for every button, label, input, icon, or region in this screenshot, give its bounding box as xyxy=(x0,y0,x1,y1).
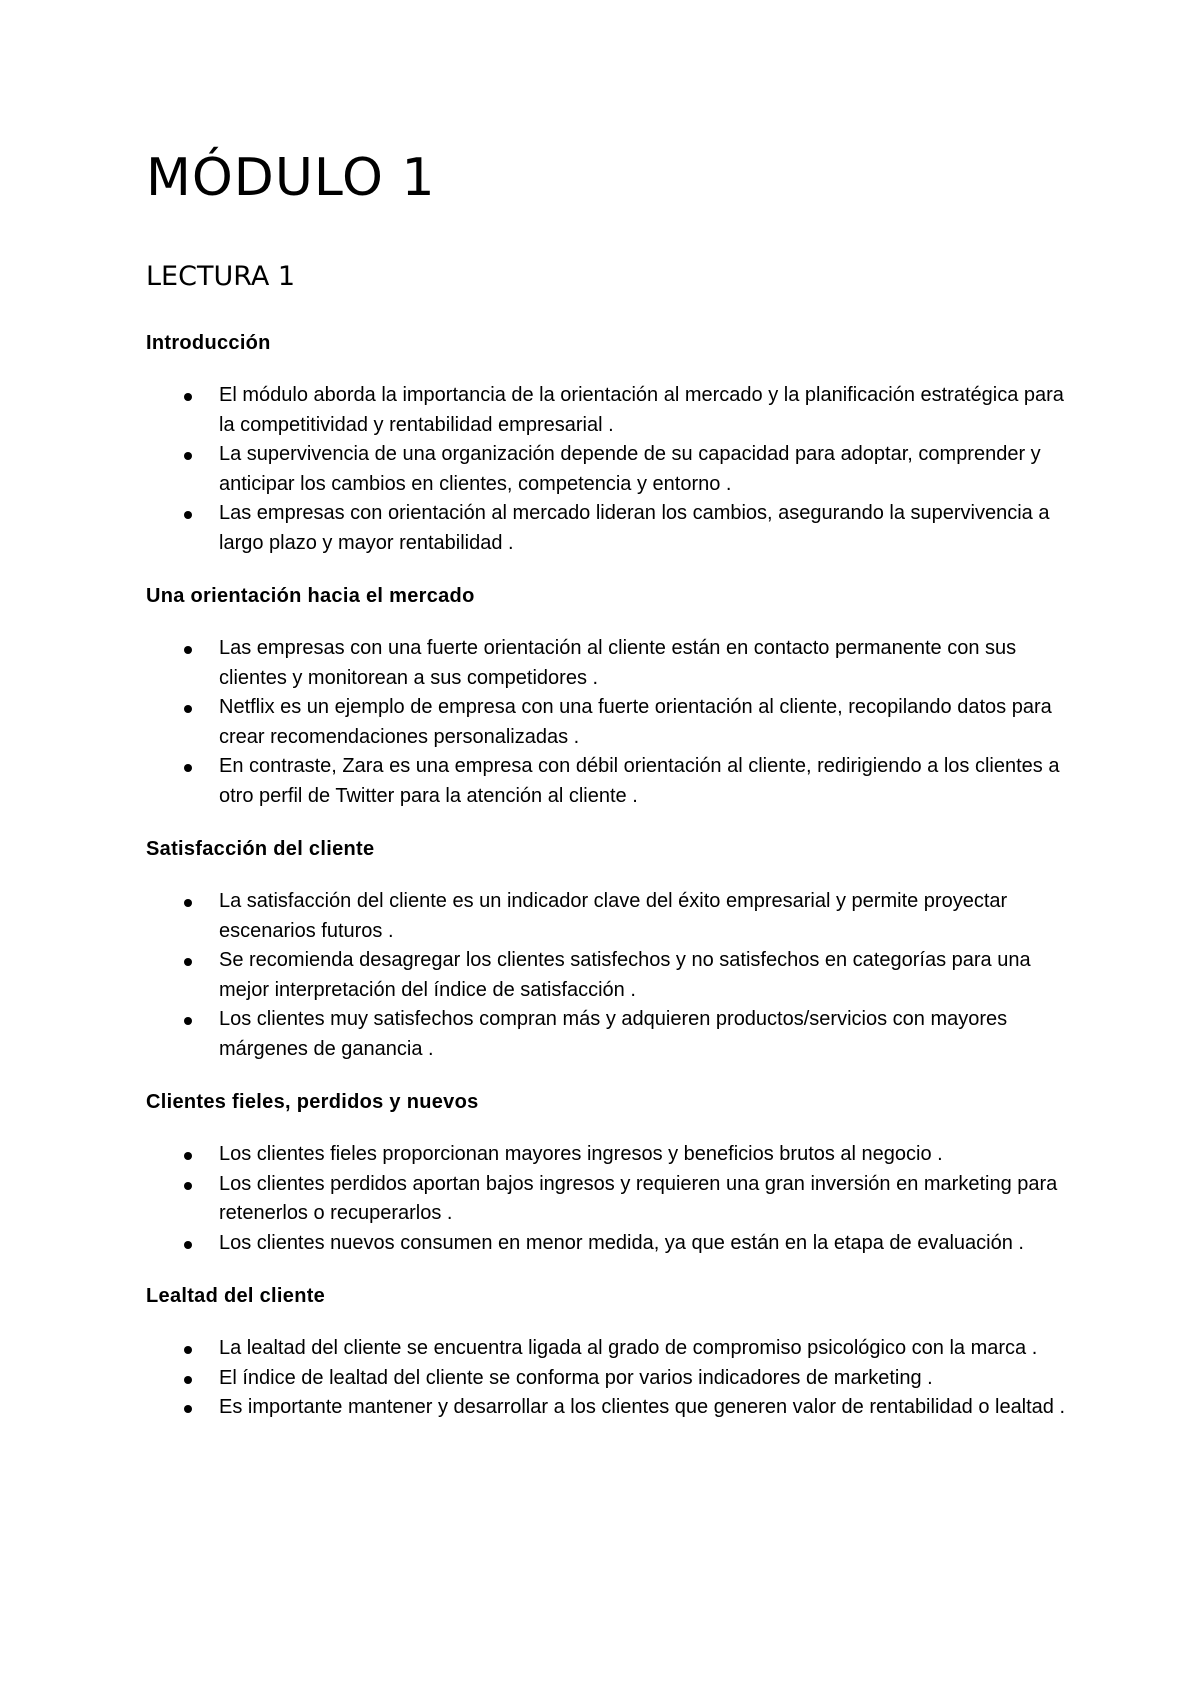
list-item xyxy=(146,752,1076,811)
list-item xyxy=(146,1229,1076,1259)
bullet-icon xyxy=(184,511,192,519)
list-item xyxy=(146,946,1076,1005)
section-introduccion xyxy=(146,330,1076,558)
list-item xyxy=(146,440,1076,499)
list-item xyxy=(146,1334,1076,1364)
section-heading: Clientes fieles, perdidos y nuevos xyxy=(146,1091,479,1113)
bullet-icon xyxy=(184,646,192,654)
bullet-list xyxy=(146,1334,1076,1423)
bullet-icon xyxy=(184,1346,192,1354)
list-item xyxy=(146,693,1076,752)
list-item xyxy=(146,887,1076,946)
bullet-icon xyxy=(184,1405,192,1413)
list-item-text: Netflix es un ejemplo de empresa con una fuerte orientación al cliente, recopilando datos para crear recomendaciones personalizadas . xyxy=(219,696,1052,748)
bullet-list xyxy=(146,381,1076,558)
list-item-text: Las empresas con una fuerte orientación al cliente están en contacto permanente con sus clientes y monitorean a sus competidores . xyxy=(219,637,1017,689)
bullet-icon xyxy=(184,1182,192,1190)
document-title: MÓDULO 1 xyxy=(146,148,436,208)
bullet-icon xyxy=(184,1241,192,1249)
list-item xyxy=(146,1140,1076,1170)
list-item-text: Los clientes fieles proporcionan mayores ingresos y beneficios brutos al negocio . xyxy=(219,1143,943,1165)
list-item xyxy=(146,1170,1076,1229)
list-item xyxy=(146,1005,1076,1064)
list-item-text: Los clientes nuevos consumen en menor medida, ya que están en la etapa de evaluación . xyxy=(219,1231,1024,1254)
list-item xyxy=(146,381,1076,440)
list-item-text: La satisfacción del cliente es un indicador clave del éxito empresarial y permite proyectar escenarios futuros . xyxy=(219,890,1008,942)
list-item-text: Se recomienda desagregar los clientes satisfechos y no satisfechos en categorías para una mejor interpretación del índice de satisfacción . xyxy=(219,949,1031,1001)
list-item-text: Las empresas con orientación al mercado lideran los cambios, asegurando la supervivencia a largo plazo y mayor rentabilidad . xyxy=(219,502,1050,554)
bullet-icon xyxy=(184,1376,192,1384)
list-item xyxy=(146,499,1076,558)
bullet-icon xyxy=(184,1017,192,1025)
section-heading: Lealtad del cliente xyxy=(146,1285,326,1307)
bullet-icon xyxy=(184,705,192,713)
list-item-text: El módulo aborda la importancia de la orientación al mercado y la planificación estratégica para la competitividad y rentabilidad empresarial . xyxy=(219,384,1064,436)
bullet-icon xyxy=(184,764,192,772)
section-satisfaccion-cliente xyxy=(146,836,1076,1064)
list-item xyxy=(146,1364,1076,1394)
list-item-text: En contraste, Zara es una empresa con débil orientación al cliente, redirigiendo a los clientes a otro perfil de Twitter para la atención al cliente . xyxy=(219,755,1060,807)
section-heading: Introducción xyxy=(146,332,271,354)
bullet-list xyxy=(146,887,1076,1064)
list-item-text: Los clientes perdidos aportan bajos ingresos y requieren una gran inversión en marketing para retenerlos o recuperarlos . xyxy=(219,1172,1058,1224)
bullet-icon xyxy=(184,1152,192,1160)
bullet-list xyxy=(146,1140,1076,1258)
list-item xyxy=(146,634,1076,693)
bullet-icon xyxy=(184,452,192,460)
bullet-icon xyxy=(184,393,192,401)
bullet-list xyxy=(146,634,1076,811)
list-item-text: La supervivencia de una organización depende de su capacidad para adoptar, comprender y anticipar los cambios en clientes, competencia y entorno . xyxy=(219,443,1041,495)
section-heading: Una orientación hacia el mercado xyxy=(146,585,475,607)
section-clientes-fieles xyxy=(146,1089,1076,1258)
section-lealtad-cliente xyxy=(146,1283,1076,1423)
list-item-text: Es importante mantener y desarrollar a los clientes que generen valor de rentabilidad o lealtad . xyxy=(219,1396,1066,1418)
list-item-text: Los clientes muy satisfechos compran más y adquieren productos/servicios con mayores márgenes de ganancia . xyxy=(219,1008,1008,1060)
list-item xyxy=(146,1393,1076,1423)
section-orientacion-mercado xyxy=(146,583,1076,811)
document-body xyxy=(146,330,1076,1448)
list-item-text: El índice de lealtad del cliente se conforma por varios indicadores de marketing . xyxy=(219,1366,933,1389)
list-item-text: La lealtad del cliente se encuentra ligada al grado de compromiso psicológico con la marca . xyxy=(219,1337,1038,1359)
bullet-icon xyxy=(184,958,192,966)
bullet-icon xyxy=(184,899,192,907)
section-heading: Satisfacción del cliente xyxy=(146,838,375,860)
document-subtitle: LECTURA 1 xyxy=(146,261,296,292)
